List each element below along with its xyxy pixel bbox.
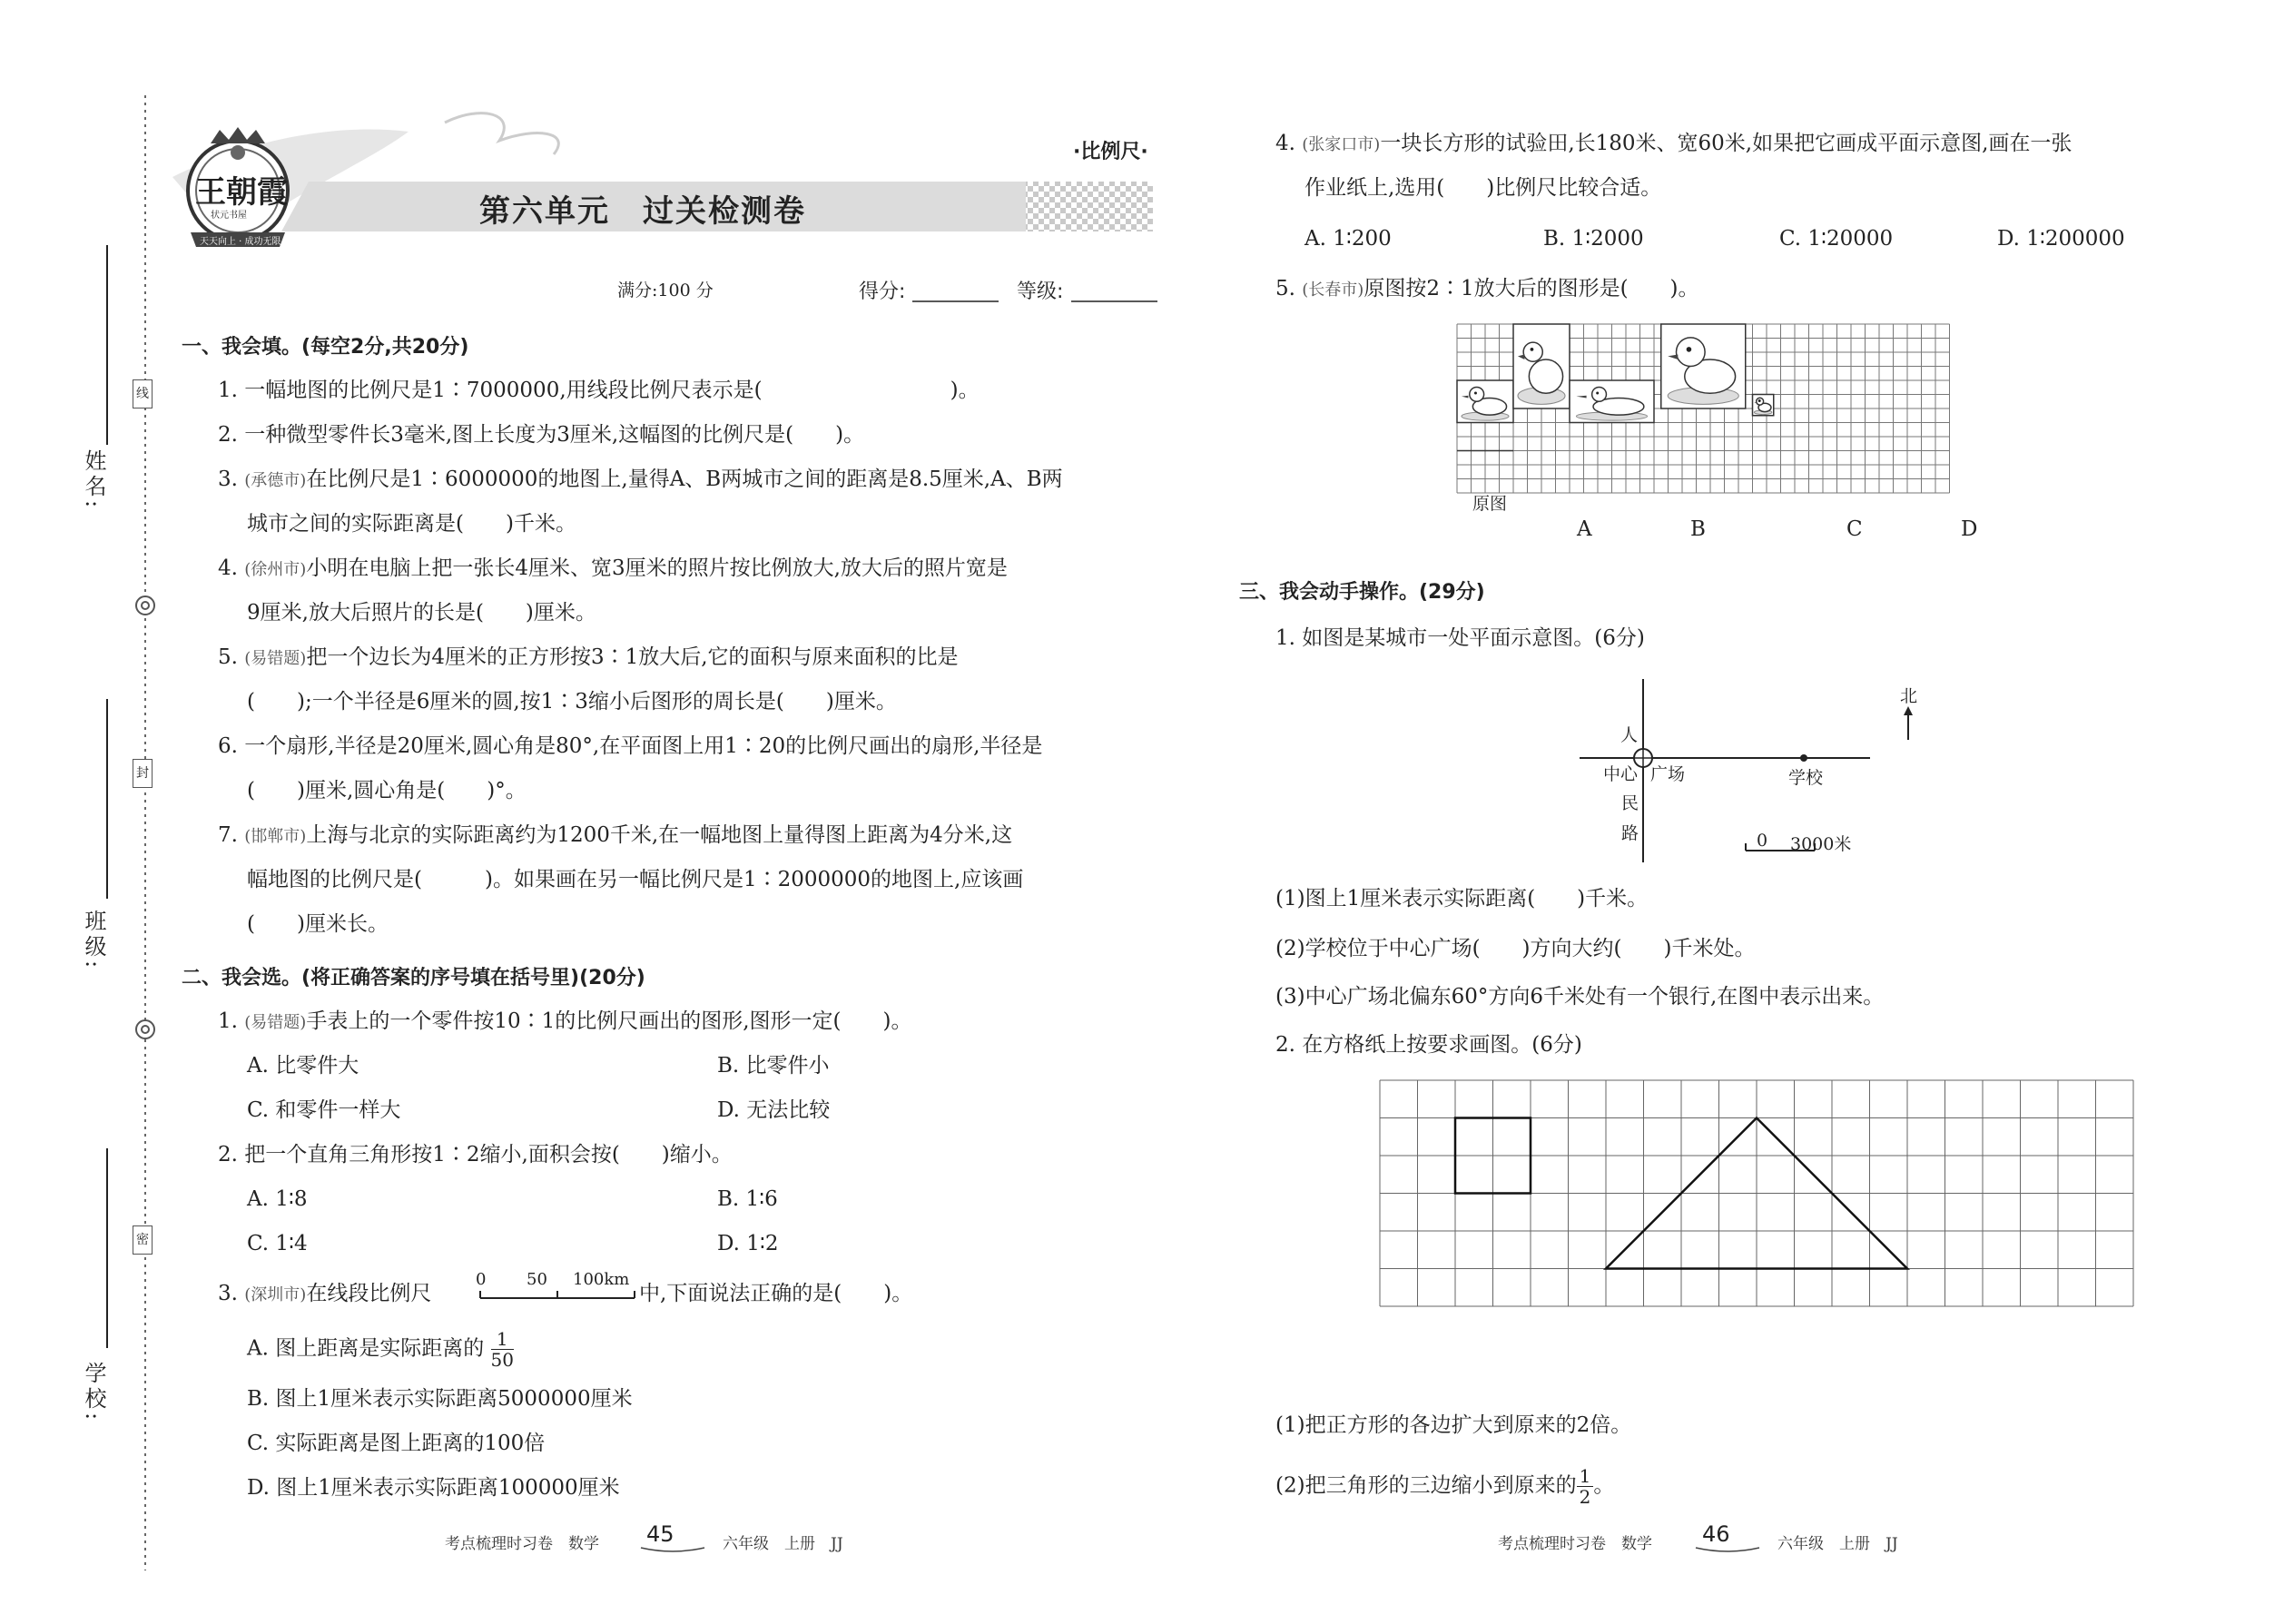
duck-c-head [1676,338,1705,367]
road-label: 民 [1621,793,1639,813]
footer-grade: 六年级 上册 JJ [723,1535,843,1553]
duck-d-eye [1758,399,1761,402]
question-2-2: 2. 把一个直角三角形按1∶2缩小,面积会按( )缩小。 [218,1143,733,1166]
question-1-7-line2: 幅地图的比例尺是( )。如果画在另一幅比例尺是1∶2000000的地图上,应该画 [247,868,1024,891]
footer-grade: 六年级 上册 JJ [1777,1535,1898,1553]
option-d[interactable]: D. 无法比较 [717,1098,831,1122]
option-a[interactable]: A. 1∶8 [247,1187,308,1211]
question-1-3: 3. (承德市)在比例尺是1∶6000000的地图上,量得A、B两城市之间的距离是8.5厘米,A、B两 [218,468,1063,491]
footer-book: 考点梳理时习卷 数学 [445,1535,599,1553]
question-3-1-3: (3)中心广场北偏东60°方向6千米处有一个银行,在图中表示出来。 [1275,985,1885,1009]
region-tag: (邯郸市) [244,827,307,846]
school-label: 学校 [1788,768,1824,788]
question-1-6: 6. 一个扇形,半径是20厘米,圆心角是80°,在平面图上用1∶20的比例尺画出的扇形,半径是 [218,734,1043,758]
option-a[interactable]: A. 比零件大 [247,1054,359,1078]
duck-b-eye [1596,391,1599,394]
question-1-1: 1. 一幅地图的比例尺是1∶7000000,用线段比例尺表示是( )。 [218,379,980,402]
region-tag: (深圳市) [244,1285,307,1304]
page-number-underline [641,1546,704,1557]
option-b[interactable]: B. 图上1厘米表示实际距离5000000厘米 [247,1387,633,1411]
question-1-2: 2. 一种微型零件长3毫米,图上长度为3厘米,这幅图的比例尺是( )。 [218,423,865,447]
region-tag: (易错题) [244,649,307,668]
region-tag: (长春市) [1302,281,1364,300]
duck-grid-figure [1457,324,1974,524]
question-1-3-line2: 城市之间的实际距离是( )千米。 [247,512,576,536]
footer-book: 考点梳理时习卷 数学 [1498,1535,1652,1553]
question-3-1: 1. 如图是某城市一处平面示意图。(6分) [1275,626,1645,650]
page-number: 45 [646,1521,674,1547]
option-d[interactable]: D. 图上1厘米表示实际距离100000厘米 [247,1476,620,1500]
score-blank[interactable] [912,300,999,303]
section-title: 二、我会选。(将正确答案的序号填在括号里)(20分) [182,967,645,989]
question-3-1-1: (1)图上1厘米表示实际距离( )千米。 [1275,887,1649,910]
scale-tick-label: 0 [476,1270,487,1289]
question-2-5: 5. (长春市)原图按2∶1放大后的图形是( )。 [1275,277,1699,300]
section-title: 三、我会动手操作。(29分) [1239,581,1485,604]
duck-c-eye [1687,347,1692,352]
scale-tick-label: 100km [573,1270,630,1289]
option-a[interactable]: A. 1∶200 [1305,227,1392,251]
option-c[interactable]: C. 和零件一样大 [247,1098,401,1122]
option-d[interactable]: D. 1∶200000 [1997,227,2125,251]
class-label: 班级: [81,910,106,972]
question-1-5-line2: ( );一个半径是6厘米的圆,按1∶3缩小后图形的周长是( )厘米。 [247,690,897,714]
page-title: 第六单元 过关检测卷 [479,193,806,230]
question-1-7-line3: ( )厘米长。 [247,912,389,936]
question-3-2-2: (2)把三角形的三边缩小到原来的 $\frac{1}{2}$ 。 [1275,1465,1615,1508]
question-1-6-line2: ( )厘米,圆心角是( )°。 [247,779,527,802]
region-tag: (徐州市) [244,560,307,579]
name-label: 姓名: [81,449,106,512]
drawing-grid[interactable] [1380,1080,2151,1307]
center-label: 中心 [1603,764,1639,784]
score-label: 得分: [859,281,906,303]
option-b[interactable]: B. 比零件小 [717,1054,830,1078]
spiral-icon [134,1019,156,1040]
duck-a-head [1523,342,1542,361]
north-label: 北 [1900,686,1918,706]
school-blank[interactable] [105,1148,109,1348]
name-blank[interactable] [105,245,109,445]
school-label: 学校: [81,1362,106,1424]
logo-name: 王朝霞 [195,174,288,211]
grade-label: 等级: [1017,281,1064,303]
question-1-7: 7. (邯郸市)上海与北京的实际距离约为1200千米,在一幅地图上量得图上距离为4分米,这 [218,823,1013,847]
question-2-4-line2: 作业纸上,选用( )比例尺比较合适。 [1305,176,1662,200]
page-number-underline [1696,1546,1759,1557]
people-label: 人 [1620,725,1639,745]
question-1-4: 4. (徐州市)小明在电脑上把一张长4厘米、宽3厘米的照片按比例放大,放大后的照片宽是 [218,556,1008,580]
seal-box-xian: 线 [133,379,153,408]
option-b[interactable]: B. 1∶2000 [1543,227,1644,251]
duck-original-head [1470,387,1484,401]
scale-tick-label: 50 [527,1270,547,1289]
question-2-3: 3. (深圳市)在线段比例尺 [218,1282,432,1305]
logo-ribbon-text: 天天向上 · 成功无限 [200,237,281,247]
duck-b-head [1592,387,1607,401]
fraction: $\frac{1}{50}$ [490,1328,514,1371]
map-scale-value: 3000米 [1790,834,1852,854]
seal-box-mi: 密 [133,1225,153,1255]
option-b[interactable]: B. 1∶6 [717,1187,778,1211]
spiral-icon [134,595,156,616]
page-number: 46 [1702,1521,1730,1547]
section-title: 一、我会填。(每空2分,共20分) [182,336,469,359]
map-scale-zero: 0 [1757,831,1768,851]
choice-label: D [1961,517,1978,541]
grade-blank[interactable] [1071,300,1157,303]
road-label: 路 [1621,823,1639,843]
option-c[interactable]: C. 1∶4 [247,1232,308,1255]
topic-label: ·比例尺· [1073,141,1148,163]
original-label: 原图 [1472,494,1508,514]
dotted-cut-line [143,0,152,1624]
fraction: $\frac{1}{2}$ [1577,1466,1594,1507]
region-tag: (承德市) [244,471,307,490]
option-d[interactable]: D. 1∶2 [717,1232,779,1255]
option-c[interactable]: C. 1∶20000 [1779,227,1894,251]
question-3-1-2: (2)学校位于中心广场( )方向大约( )千米处。 [1275,937,1756,960]
region-tag: (张家口市) [1302,135,1381,154]
choice-label: B [1690,517,1706,541]
plaza-label: 广场 [1650,764,1686,784]
duck-original-eye [1474,391,1477,394]
question-1-5: 5. (易错题)把一个边长为4厘米的正方形按3∶1放大后,它的面积与原来面积的比是 [218,645,959,669]
seal-box-feng: 封 [133,759,153,788]
question-1-4-line2: 9厘米,放大后照片的长是( )厘米。 [247,601,596,625]
option-a[interactable]: A. 图上距离是实际距离的 $\frac{1}{50}$ [247,1328,514,1371]
choice-label: C [1846,517,1863,541]
question-2-4: 4. (张家口市)一块长方形的试验田,长180米、宽60米,如果把它画成平面示意图,画在一张 [1275,132,2072,155]
question-2-3-post: 中,下面说法正确的是( )。 [639,1282,913,1305]
logo-small-text: 状元书屋 [211,211,247,221]
region-tag: (易错题) [244,1013,307,1032]
question-3-2-1: (1)把正方形的各边扩大到原来的2倍。 [1275,1413,1632,1437]
full-score: 满分:100 分 [617,281,714,300]
duck-a-eye [1531,348,1534,351]
class-blank[interactable] [105,699,109,899]
duck-a-body [1529,359,1562,393]
choice-label: A [1577,517,1592,541]
question-2-1: 1. (易错题)手表上的一个零件按10∶1的比例尺画出的图形,图形一定( )。 [218,1009,912,1033]
option-c[interactable]: C. 实际距离是图上距离的100倍 [247,1432,546,1455]
question-3-2: 2. 在方格纸上按要求画图。(6分) [1275,1033,1582,1057]
